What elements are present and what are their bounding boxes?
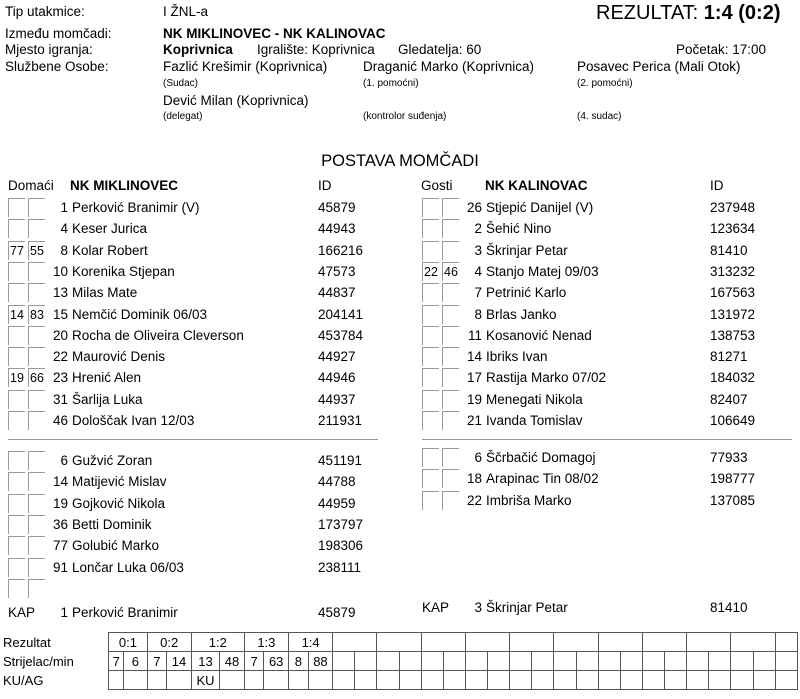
sub-box: [28, 494, 45, 513]
score-cell: [598, 633, 642, 652]
score-cell: 7: [147, 652, 167, 671]
home-side-label: Domaći: [8, 178, 54, 193]
player-number: 11: [467, 327, 482, 343]
sub-box: [28, 536, 45, 555]
score-cell: [554, 633, 598, 652]
sub-box: [442, 491, 459, 510]
sub-box: [442, 326, 459, 345]
player-name: Petrinić Karlo: [486, 285, 567, 301]
player-id: 131972: [710, 306, 756, 322]
player-number: 17: [466, 370, 482, 386]
sub-box: [28, 472, 45, 491]
score-cell: [465, 633, 509, 652]
score-cell: [443, 652, 465, 671]
official-name: Posavec Perica (Mali Otok): [577, 59, 741, 74]
score-cell: [333, 633, 377, 652]
score-cell: [167, 671, 192, 690]
sub-box: [28, 347, 45, 366]
official-role: (4. sudac): [577, 111, 622, 122]
player-name: Škrinjar Petar: [486, 242, 568, 258]
score-cell: [554, 671, 576, 690]
official-role: (kontrolor suđenja): [363, 111, 447, 122]
sub-box: [422, 283, 439, 302]
player-id: 184032: [710, 370, 756, 386]
player-name: Rastija Marko 07/02: [486, 370, 607, 386]
start-time: Početak: 17:00: [676, 42, 767, 57]
player-name: Matijević Mislav: [72, 474, 167, 490]
sub-box: [8, 347, 25, 366]
player-name: Stanjo Matej 09/03: [486, 263, 599, 279]
sub-box: [422, 198, 439, 217]
player-id: 44937: [318, 391, 356, 407]
sub-box: 22: [422, 262, 439, 281]
sub-box: [422, 491, 439, 510]
score-cell: [642, 671, 664, 690]
sub-box: 77: [8, 241, 25, 260]
player-number: 21: [466, 413, 482, 428]
player-name: Perković Branimir (V): [72, 200, 200, 215]
score-cell: [377, 652, 399, 671]
official-role: (delegat): [163, 111, 203, 122]
sub-box: [422, 411, 439, 430]
sub-box: 66: [28, 368, 45, 387]
sub-box: [422, 368, 439, 387]
score-cell: [488, 652, 510, 671]
player-name: Milas Mate: [72, 285, 138, 301]
player-name: Ibriks Ivan: [486, 349, 548, 365]
sub-box: [442, 448, 459, 467]
score-cell: 13: [191, 652, 219, 671]
score-cell: [620, 652, 642, 671]
sub-box: [442, 368, 459, 387]
score-cell: 7: [109, 652, 124, 671]
score-cell: [308, 671, 333, 690]
score-cell: 0:2: [147, 633, 191, 652]
sub-box: [8, 198, 25, 217]
sub-box: [8, 219, 25, 238]
player-number: 26: [466, 200, 482, 215]
sub-box: [28, 219, 45, 238]
sub-box: [442, 305, 459, 324]
score-cell: [709, 671, 731, 690]
score-cell: [598, 671, 620, 690]
score-cell: [147, 671, 167, 690]
score-cell: [488, 671, 510, 690]
player-number: 31: [52, 391, 68, 407]
score-cell: [753, 652, 775, 671]
score-cell: [687, 633, 731, 652]
sub-box: 55: [28, 241, 45, 260]
score-cell: [399, 671, 421, 690]
score-cell: [598, 652, 620, 671]
score-row-label: Strijelac/min: [3, 653, 74, 669]
player-number: 6: [60, 453, 68, 468]
spectators: Gledatelja: 60: [398, 42, 482, 57]
score-cell: [333, 652, 355, 671]
score-cell: [510, 633, 554, 652]
player-id: 198306: [318, 538, 364, 554]
home-divider: [8, 439, 378, 440]
sub-box: [422, 305, 439, 324]
sub-box: [422, 219, 439, 238]
score-cell: [421, 652, 443, 671]
score-cell: [220, 671, 245, 690]
sub-box: [442, 347, 459, 366]
sub-box: [422, 241, 439, 260]
player-id: 123634: [710, 221, 756, 237]
player-id: 237948: [710, 200, 756, 215]
sub-box: [28, 390, 45, 409]
player-name: Menegati Nikola: [486, 391, 583, 407]
away-captain-name: Škrinjar Petar: [486, 600, 568, 615]
score-cell: [333, 671, 355, 690]
player-id: 166216: [318, 242, 364, 258]
player-number: 14: [466, 349, 482, 365]
score-row-label: KU/AG: [3, 672, 44, 688]
player-name: Korenika Stjepan: [72, 263, 175, 279]
sub-box: [8, 472, 25, 491]
player-name: Golubić Marko: [72, 538, 160, 554]
player-id: 106649: [710, 413, 756, 428]
match-type: I ŽNL-a: [163, 4, 209, 19]
player-number: 13: [52, 285, 68, 301]
score-cell: [465, 652, 487, 671]
player-number: 20: [52, 327, 68, 343]
player-id: 313232: [710, 263, 756, 279]
official-role: (2. pomoćni): [577, 78, 633, 89]
sub-box: [8, 283, 25, 302]
player-name: Šarlija Luka: [72, 391, 143, 407]
score-cell: [731, 652, 753, 671]
player-number: 4: [474, 263, 482, 279]
player-id: 82407: [710, 391, 748, 407]
between-label: Između momčadi:: [5, 26, 112, 41]
player-number: 6: [474, 450, 482, 465]
score-cell: [421, 633, 465, 652]
player-number: 4: [60, 221, 68, 237]
player-name: Rocha de Oliveira Cleverson: [72, 327, 244, 343]
player-number: 2: [474, 221, 482, 237]
player-number: 22: [466, 492, 482, 508]
away-captain-label: KAP: [422, 600, 450, 615]
score-cell: [532, 671, 554, 690]
player-number: 91: [52, 559, 68, 575]
sub-box: [8, 262, 25, 281]
sub-box: [8, 494, 25, 513]
score-cell: [109, 671, 124, 690]
player-id: 453784: [318, 327, 364, 343]
player-id: 44946: [318, 370, 356, 386]
sub-box: [28, 411, 45, 430]
score-cell: 7: [244, 652, 264, 671]
sub-box: [8, 390, 25, 409]
player-id: 81410: [710, 242, 748, 258]
away-side-label: Gosti: [421, 178, 453, 193]
sub-box: [422, 390, 439, 409]
result-label: REZULTAT:: [596, 2, 699, 24]
home-captain-name: Perković Branimir: [72, 605, 178, 620]
home-team-name: NK MIKLINOVEC: [70, 178, 178, 193]
player-number: 1: [60, 200, 68, 215]
sub-box: [8, 326, 25, 345]
player-number: 19: [466, 391, 482, 407]
home-captain-number: 1: [60, 605, 68, 620]
sub-box: [422, 347, 439, 366]
player-id: 238111: [318, 559, 362, 575]
ground: Igralište: Koprivnica: [257, 42, 375, 57]
score-cell: [576, 652, 598, 671]
official-name: Draganić Marko (Koprivnica): [363, 59, 535, 74]
score-cell: [443, 671, 465, 690]
score-cell: 1:4: [288, 633, 332, 652]
sub-box: 83: [28, 305, 45, 324]
score-cell: [510, 671, 532, 690]
official-name: Dević Milan (Koprivnica): [163, 93, 309, 108]
venue: Koprivnica: [163, 42, 233, 57]
player-name: Gojković Nikola: [72, 495, 166, 511]
player-name: Imbriša Marko: [486, 492, 572, 508]
home-captain-id: 45879: [318, 605, 356, 620]
player-name: Šehić Nino: [486, 221, 552, 237]
score-cell: [244, 671, 264, 690]
player-number: 77: [52, 538, 68, 554]
player-number: 22: [52, 349, 68, 365]
away-id-label: ID: [710, 178, 724, 193]
sub-box: [28, 579, 45, 598]
result-value: 1:4 (0:2): [703, 2, 781, 24]
sub-box: [8, 558, 25, 577]
player-name: Lončar Luka 06/03: [72, 559, 184, 575]
score-cell: [775, 671, 797, 690]
player-name: Kosanović Nenad: [486, 327, 592, 343]
score-cell: [465, 671, 487, 690]
player-name: Gužvić Zoran: [72, 453, 153, 468]
player-name: Nemčić Dominik 06/03: [72, 306, 208, 322]
score-cell: 48: [220, 652, 245, 671]
player-id: 44943: [318, 221, 356, 237]
player-number: 14: [52, 474, 68, 490]
score-cell: [264, 671, 289, 690]
score-cell: [377, 671, 399, 690]
sub-box: [28, 326, 45, 345]
player-number: 18: [466, 471, 482, 487]
player-id: 204141: [318, 306, 364, 322]
sub-box: [442, 411, 459, 430]
player-id: 167563: [710, 285, 756, 301]
player-id: 47573: [318, 263, 356, 279]
score-cell: [642, 652, 664, 671]
player-name: Arapinac Tin 08/02: [486, 471, 599, 487]
sub-box: [28, 262, 45, 281]
sub-box: [422, 326, 439, 345]
score-cell: [665, 671, 687, 690]
score-cell: [775, 652, 797, 671]
player-id: 173797: [318, 516, 364, 532]
player-id: 44837: [318, 285, 356, 301]
player-name: Keser Jurica: [72, 221, 148, 237]
sub-box: 14: [8, 305, 25, 324]
official-name: Fazlić Krešimir (Koprivnica): [163, 59, 328, 74]
sub-box: [28, 283, 45, 302]
teams-title: NK MIKLINOVEC - NK KALINOVAC: [163, 26, 386, 41]
player-number: 3: [474, 242, 482, 258]
score-cell: [377, 633, 421, 652]
player-name: Hrenić Alen: [72, 370, 142, 386]
sub-box: [8, 515, 25, 534]
score-cell: [576, 671, 598, 690]
score-cell: [731, 671, 753, 690]
player-number: 23: [52, 370, 68, 386]
sub-box: [442, 390, 459, 409]
official-role: (Sudac): [163, 78, 199, 89]
sub-box: [28, 198, 45, 217]
score-row: [3, 671, 798, 690]
match-type-label: Tip utakmice:: [5, 4, 85, 19]
lineup-title: POSTAVA MOMČADI: [321, 152, 479, 170]
player-name: Stjepić Danijel (V): [486, 200, 594, 215]
score-cell: 88: [308, 652, 333, 671]
official-role: (1. pomoćni): [363, 78, 419, 89]
player-name: Maurović Denis: [72, 349, 166, 365]
player-id: 44959: [318, 495, 356, 511]
sub-box: [442, 241, 459, 260]
player-number: 15: [52, 306, 68, 322]
score-cell: [510, 652, 532, 671]
score-cell: 1:3: [244, 633, 288, 652]
score-cell: 8: [288, 652, 308, 671]
sub-box: [8, 451, 25, 470]
player-number: 8: [60, 242, 68, 258]
player-id: 44927: [318, 349, 356, 365]
away-captain-number: 3: [474, 600, 482, 615]
score-cell: [642, 633, 686, 652]
score-cell: [355, 671, 377, 690]
away-divider: [422, 439, 792, 440]
score-cell: 0:1: [109, 633, 147, 652]
sub-box: [442, 469, 459, 488]
sub-box: [442, 198, 459, 217]
player-id: 137085: [710, 492, 756, 508]
score-cell: [687, 652, 709, 671]
player-id: 451191: [318, 453, 363, 468]
score-cell: [288, 671, 308, 690]
officials-label: Službene Osobe:: [5, 59, 109, 74]
score-cell: 63: [264, 652, 289, 671]
score-cell: [355, 652, 377, 671]
sub-box: 19: [8, 368, 25, 387]
score-row: [3, 652, 798, 671]
sub-box: [422, 448, 439, 467]
sub-box: [8, 579, 25, 598]
score-row: [3, 633, 798, 652]
away-captain-id: 81410: [710, 600, 748, 615]
sub-box: [8, 411, 25, 430]
sub-box: 46: [442, 262, 459, 281]
player-number: 10: [52, 263, 68, 279]
score-cell: [775, 633, 797, 652]
player-id: 211931: [318, 413, 363, 428]
player-number: 36: [52, 516, 68, 532]
player-id: 44788: [318, 474, 356, 490]
score-cell: [554, 652, 576, 671]
score-cell: [753, 671, 775, 690]
away-team-name: NK KALINOVAC: [485, 178, 588, 193]
player-name: Betti Dominik: [72, 516, 152, 532]
score-cell: [687, 671, 709, 690]
home-id-label: ID: [318, 178, 332, 193]
venue-label: Mjesto igranja:: [5, 42, 93, 57]
player-id: 81271: [710, 349, 748, 365]
result-header: [596, 2, 781, 25]
player-number: 46: [52, 413, 68, 428]
player-number: 19: [52, 495, 68, 511]
sub-box: [442, 283, 459, 302]
player-id: 77933: [710, 450, 748, 465]
sub-box: [28, 515, 45, 534]
score-cell: 1:2: [191, 633, 244, 652]
player-id: 198777: [710, 471, 756, 487]
score-cell: [665, 652, 687, 671]
player-name: Kolar Robert: [72, 242, 148, 258]
sub-box: [28, 451, 45, 470]
player-id: 45879: [318, 200, 356, 215]
score-cell: [399, 652, 421, 671]
score-cell: [532, 652, 554, 671]
score-cell: KU: [191, 671, 219, 690]
player-name: Ščrbačić Domagoj: [486, 450, 596, 465]
player-name: Dološčak Ivan 12/03: [72, 413, 195, 428]
score-cell: [421, 671, 443, 690]
score-table: [3, 632, 798, 690]
score-cell: [620, 671, 642, 690]
sub-box: [422, 469, 439, 488]
player-number: 7: [474, 285, 482, 301]
sub-box: [442, 219, 459, 238]
home-captain-label: KAP: [8, 605, 36, 620]
player-number: 8: [474, 306, 482, 322]
score-cell: 14: [167, 652, 192, 671]
player-name: Brlas Janko: [486, 306, 557, 322]
score-cell: [709, 652, 731, 671]
sub-box: [8, 536, 25, 555]
sub-box: [28, 558, 45, 577]
player-name: Ivanda Tomislav: [486, 413, 583, 428]
score-cell: [731, 633, 775, 652]
score-cell: 6: [124, 652, 147, 671]
score-row-label: Rezultat: [3, 634, 51, 650]
score-cell: [124, 671, 147, 690]
player-id: 138753: [710, 327, 756, 343]
